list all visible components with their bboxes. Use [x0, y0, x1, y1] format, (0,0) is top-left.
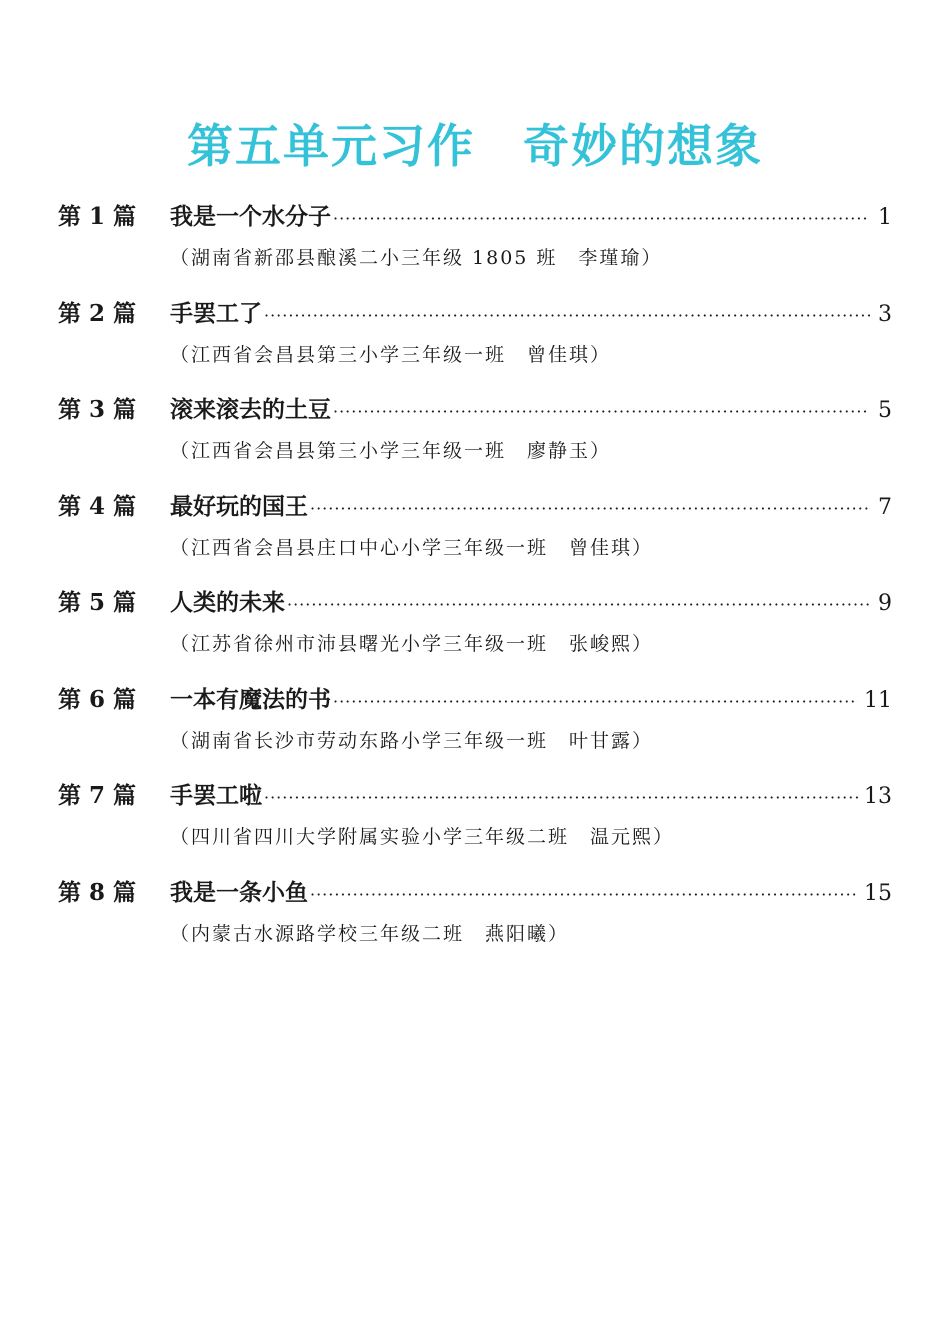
entry-title[interactable]: 一本有魔法的书	[170, 685, 331, 713]
entry-author: （江西省会昌县第三小学三年级一班 曾佳琪）	[170, 343, 612, 366]
entry-number: 第 2 篇	[58, 299, 137, 327]
dot-leader	[333, 198, 870, 240]
entry-title[interactable]: 最好玩的国王	[170, 492, 308, 520]
entry-page-number[interactable]: 15	[864, 880, 892, 906]
dot-leader	[310, 874, 858, 916]
entry-title[interactable]: 手罢工了	[170, 299, 262, 327]
toc-entry	[58, 775, 892, 872]
toc-entry	[58, 389, 892, 486]
toc-entry	[58, 872, 892, 969]
page-title: 第五单元习作 奇妙的想象	[187, 119, 763, 173]
entry-number: 第 5 篇	[58, 589, 137, 616]
entry-author: （江苏省徐州市沛县曙光小学三年级一班 张峻熙）	[170, 633, 654, 655]
toc-entry	[58, 486, 892, 583]
dot-leader	[264, 295, 870, 337]
entry-author: （内蒙古水源路学校三年级二班 燕阳曦）	[170, 922, 570, 945]
entry-author: （四川省四川大学附属实验小学三年级二班 温元熙）	[170, 826, 675, 848]
entry-title[interactable]: 我是一个水分子	[170, 203, 331, 230]
entry-author: （湖南省新邵县酿溪二小三年级 1805 班 李瑾瑜）	[170, 247, 663, 269]
entry-author: （江西省会昌县第三小学三年级一班 廖静玉）	[170, 440, 612, 462]
toc-entry	[58, 196, 892, 293]
entry-page-number[interactable]: 9	[878, 591, 892, 616]
entry-title[interactable]: 手罢工啦	[170, 782, 262, 809]
entry-page-number[interactable]: 3	[878, 301, 892, 327]
entry-number: 第 7 篇	[58, 782, 137, 809]
entry-title[interactable]: 我是一条小鱼	[170, 878, 308, 906]
table-of-contents	[58, 196, 892, 968]
dot-leader	[333, 391, 870, 433]
entry-number: 第 8 篇	[58, 878, 137, 906]
entry-number: 第 1 篇	[58, 203, 137, 230]
toc-entry	[58, 582, 892, 679]
entry-author: （江西省会昌县庄口中心小学三年级一班 曾佳琪）	[170, 536, 654, 559]
entry-number: 第 6 篇	[58, 685, 137, 713]
entry-page-number[interactable]: 7	[878, 494, 892, 520]
entry-author: （湖南省长沙市劳动东路小学三年级一班 叶甘露）	[170, 729, 654, 752]
entry-title[interactable]: 滚来滚去的土豆	[170, 396, 331, 423]
dot-leader	[310, 488, 870, 530]
entry-number: 第 3 篇	[58, 396, 137, 423]
entry-page-number[interactable]: 1	[878, 205, 892, 230]
entry-number: 第 4 篇	[58, 492, 137, 520]
toc-entry	[58, 679, 892, 776]
entry-page-number[interactable]: 13	[864, 784, 892, 809]
entry-title[interactable]: 人类的未来	[170, 589, 285, 616]
dot-leader	[264, 777, 858, 819]
dot-leader	[333, 681, 858, 723]
toc-entry	[58, 293, 892, 390]
dot-leader	[287, 584, 870, 626]
entry-page-number[interactable]: 11	[864, 687, 892, 713]
entry-page-number[interactable]: 5	[878, 398, 892, 423]
